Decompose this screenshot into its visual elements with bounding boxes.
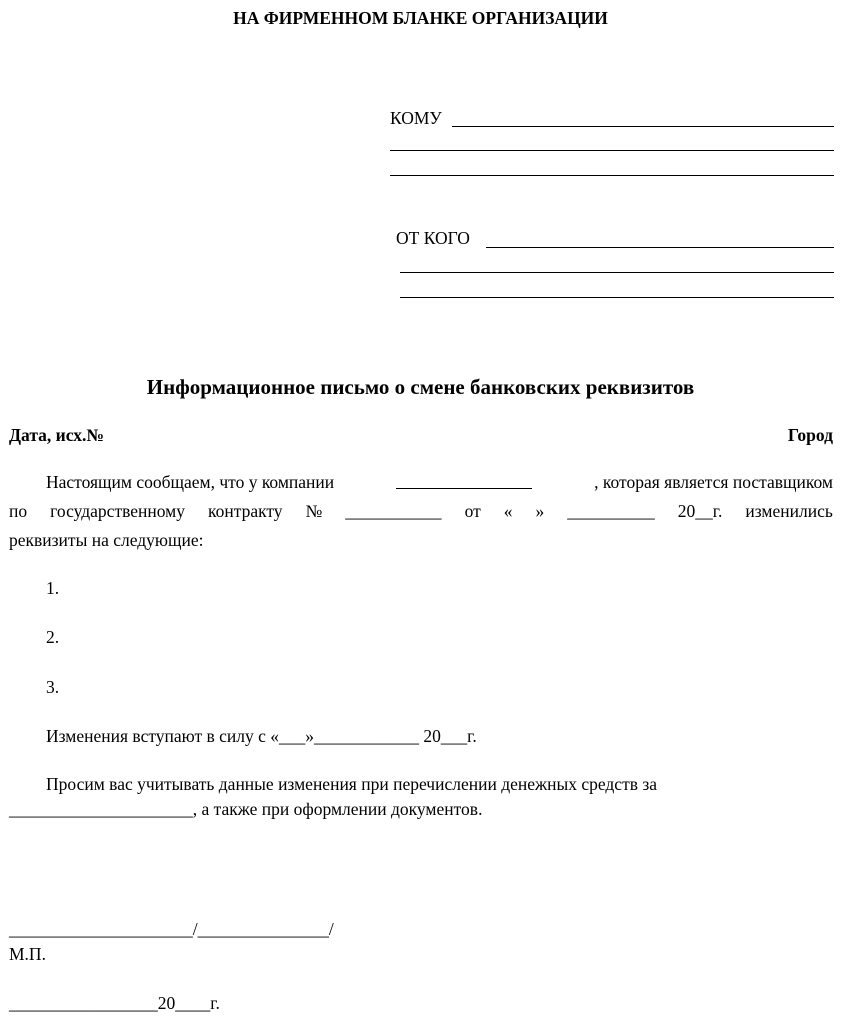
to-label: КОМУ	[390, 108, 442, 128]
letterhead-title: НА ФИРМЕННОМ БЛАНКЕ ОРГАНИЗАЦИИ	[233, 8, 608, 28]
from-label: ОТ КОГО	[396, 228, 470, 248]
date-city-row	[9, 427, 833, 445]
para1-line1-end: , которая является поставщиком	[594, 472, 833, 492]
company-name-field[interactable]	[396, 474, 532, 489]
word: »	[535, 501, 545, 521]
to-line-3[interactable]	[390, 175, 834, 176]
word: от	[464, 501, 481, 521]
word: изменились	[745, 501, 833, 521]
city-label: Город	[787, 425, 833, 445]
para1-line2	[9, 503, 833, 521]
word: «	[503, 501, 513, 521]
list-item: 2.	[46, 627, 60, 647]
letter-title: Информационное письмо о смене банковских реквизитов	[146, 375, 695, 399]
from-line-1[interactable]	[486, 247, 834, 248]
para1-line3: реквизиты на следующие:	[9, 530, 204, 550]
to-line-2[interactable]	[390, 150, 834, 151]
effective-date-line: Изменения вступают в силу с «___»____________ 20___г.	[46, 726, 477, 746]
signature-line[interactable]: _____________________/_______________/	[9, 919, 334, 939]
word: по	[9, 501, 28, 521]
stamp-label: М.П.	[9, 944, 46, 964]
para1-line1	[46, 474, 833, 492]
from-line-3[interactable]	[400, 297, 834, 298]
contract-month-field[interactable]: __________	[567, 501, 655, 521]
list-item: 3.	[46, 677, 60, 697]
to-line-1[interactable]	[452, 126, 834, 127]
word: контракту	[208, 501, 283, 521]
contract-year-field[interactable]: 20__г.	[677, 501, 723, 521]
date-ref-label: Дата, исх.№	[9, 425, 104, 445]
contract-number-field[interactable]: ___________	[345, 501, 442, 521]
word: государственному	[50, 501, 185, 521]
request-line2: _____________________, а также при оформлении документов.	[9, 799, 483, 819]
para1-line1-start: Настоящим сообщаем, что у компании	[46, 472, 335, 492]
word: №	[305, 501, 323, 521]
list-item: 1.	[46, 578, 60, 598]
request-line1: Просим вас учитывать данные изменения при перечислении денежных средств за	[46, 774, 658, 794]
signature-date-line[interactable]: _________________20____г.	[9, 993, 220, 1013]
from-line-2[interactable]	[400, 272, 834, 273]
